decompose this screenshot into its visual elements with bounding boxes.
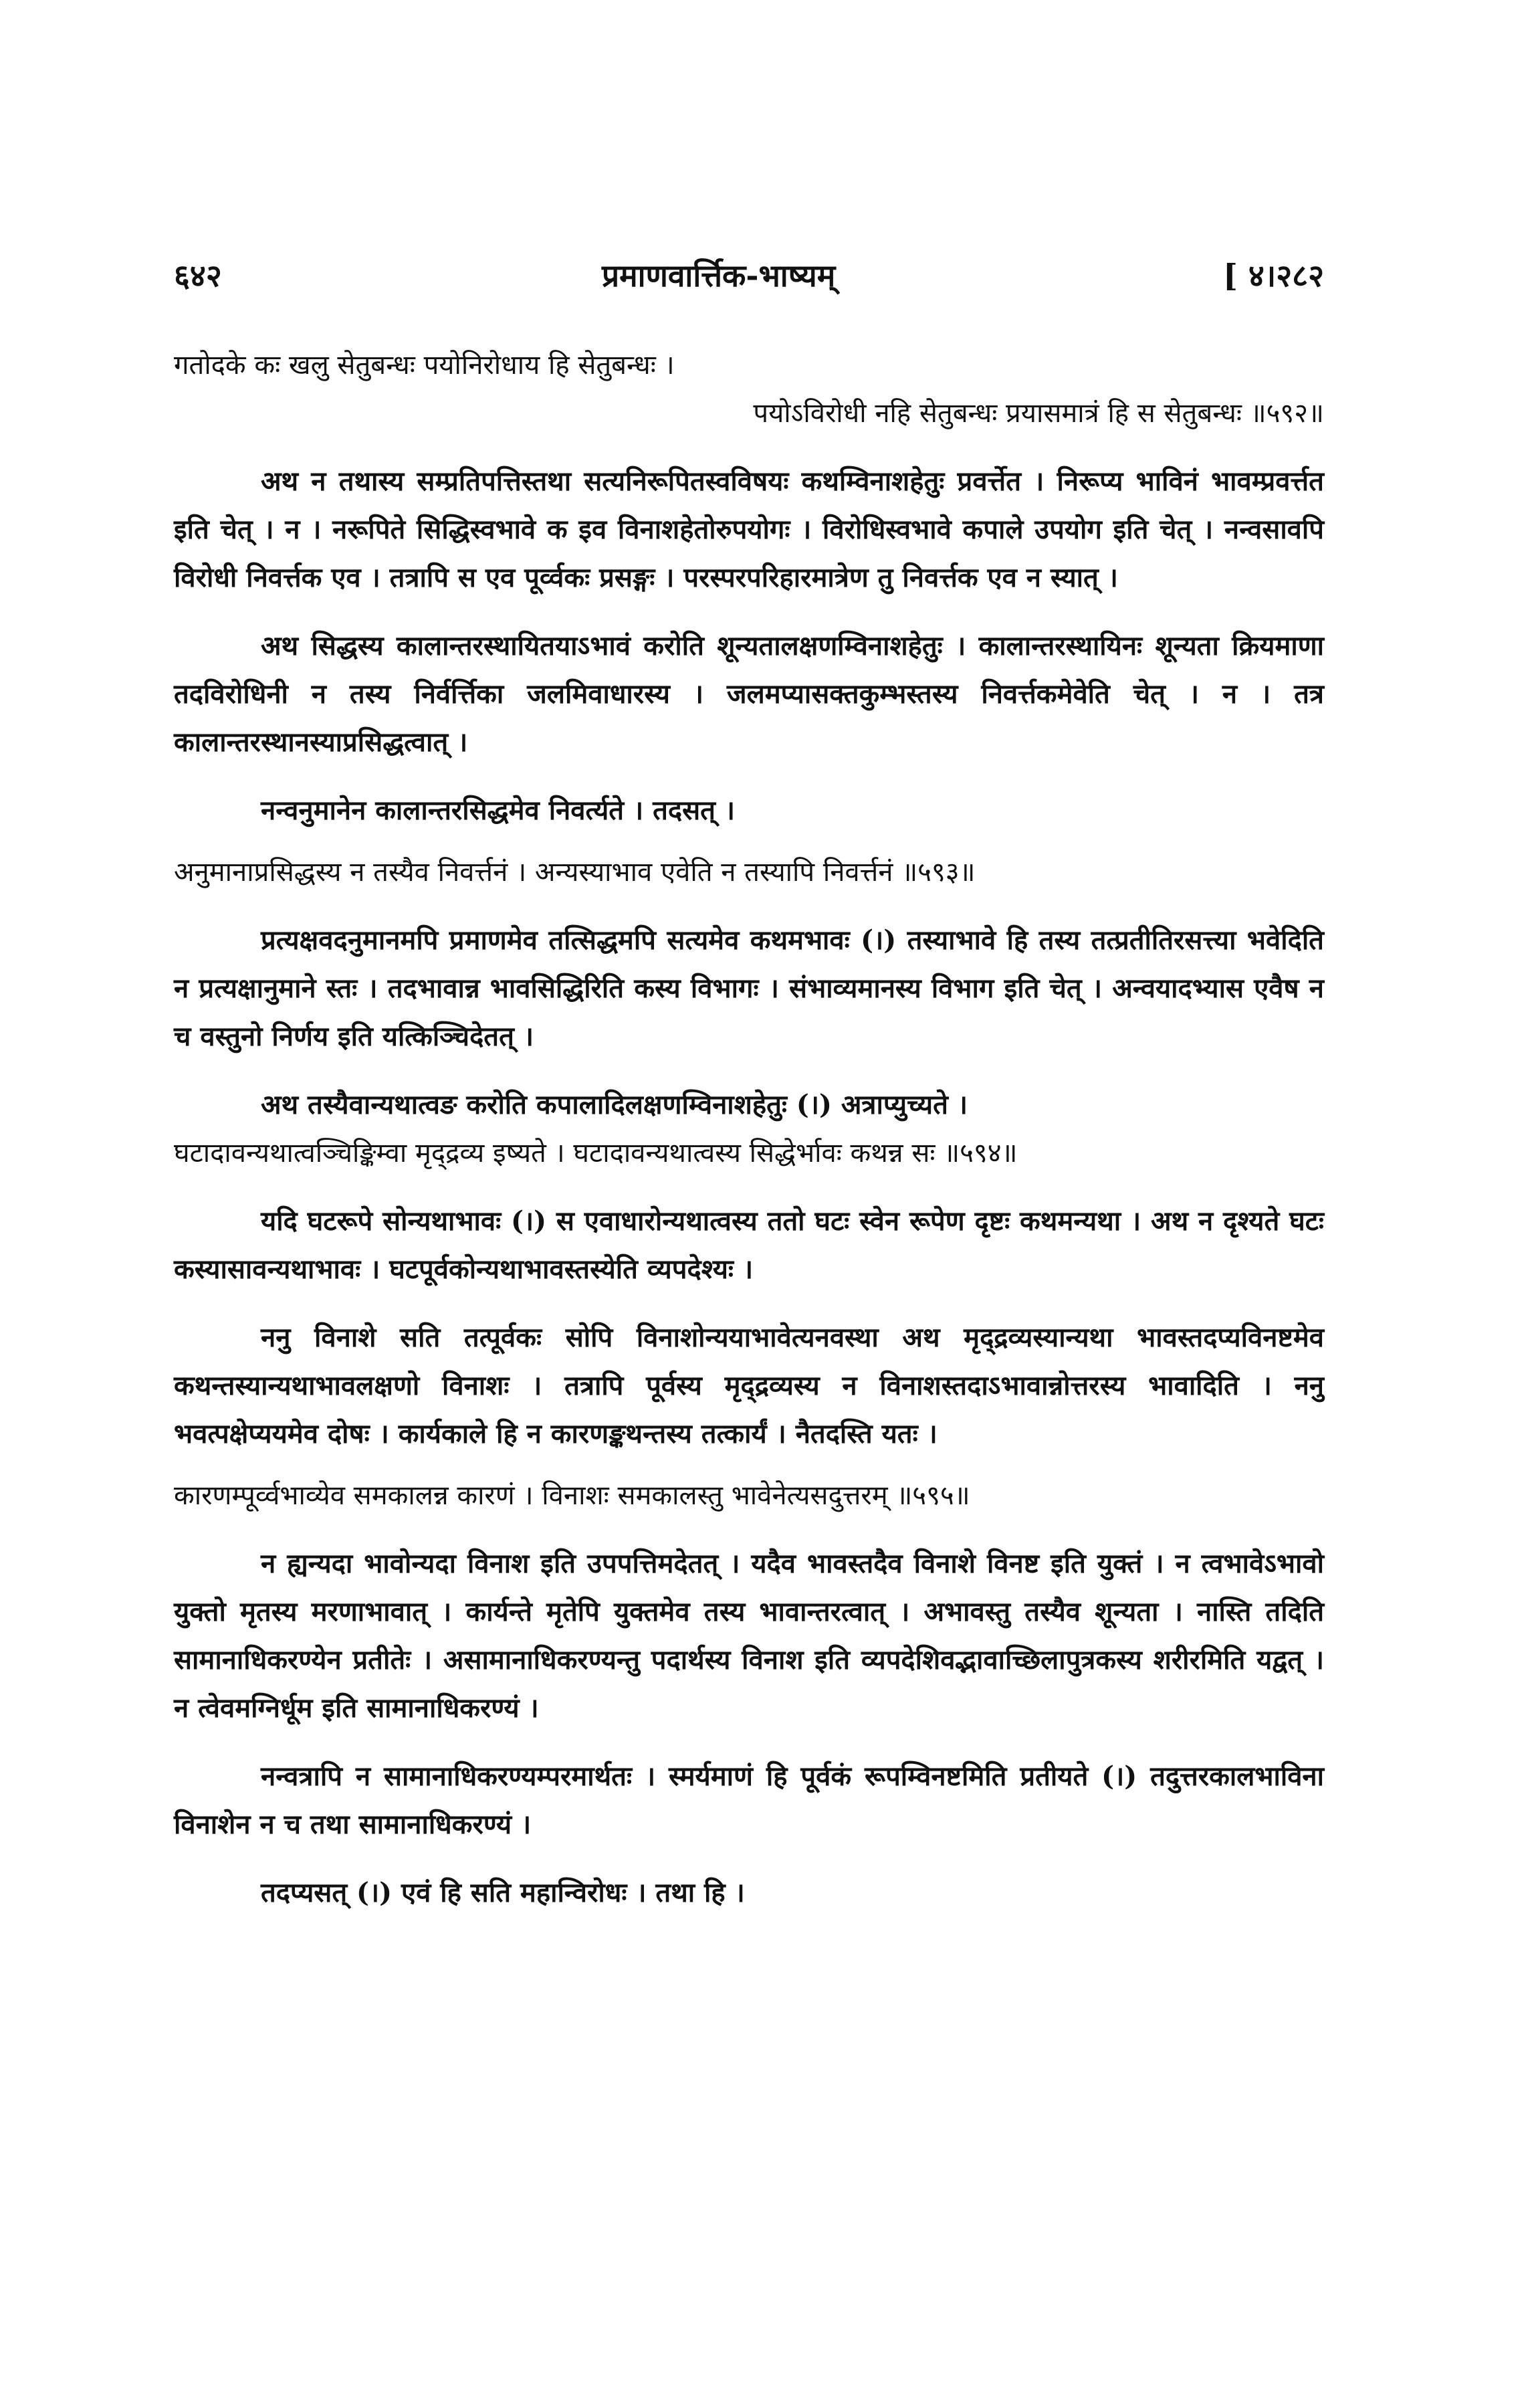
- verse-593: अनुमानाप्रसिद्धस्य न तस्यैव निवर्त्तनं । अन्यस्याभाव एवेति न तस्यापि निवर्त्तनं ॥५९३॥: [174, 857, 976, 888]
- page-number: ६४२: [174, 258, 222, 294]
- verse-line-2: पयोऽविरोधी नहि सेतुबन्धः प्रयासमात्रं हि स सेतुबन्धः ॥५९२॥: [753, 398, 1324, 429]
- paragraph-1: अथ न तथास्य सम्प्रतिपत्तिस्तथा सत्यनिरूपितस्वविषयः कथम्विनाशहेतुः प्रवर्त्तेत । निरूप्य भाविनं भावम्प्रवर्त्तत इति चेत् । न । नरूपिते सिद्धिस्वभावे क इव विनाशहेतोरुपयोगः । विरोधिस्वभावे कपाले उपयोग इति चेत् । नन्वसावपि विरोधी निवर्त्तक एव । तत्रापि स एव पूर्व्वकः प्रसङ्गः । परस्परपरिहारमात्रेण तु निवर्त्तक एव न स्यात् ।: [174, 466, 1324, 593]
- paragraph-9: नन्वत्रापि न सामानाधिकरण्यम्परमार्थतः । स्मर्यमाणं हि पूर्वकं रूपम्विनष्टमिति प्रतीयते (।) तदुत्तरकालभाविना विनाशेन न च तथा सामानाधिकरण्यं ।: [174, 1761, 1324, 1840]
- paragraph-6: यदि घटरूपे सोन्यथाभावः (।) स एवाधारोन्यथात्वस्य ततो घटः स्वेन रूपेण दृष्टः कथमन्यथा । अथ न दृश्यते घटः कस्यासावन्यथाभावः । घटपूर्वकोन्यथाभावस्तस्येति व्यपदेश्यः ।: [174, 1205, 1324, 1285]
- paragraph-3: नन्वनुमानेन कालान्तरसिद्धमेव निवर्त्यते । तदसत् ।: [261, 795, 736, 826]
- paragraph-2: अथ सिद्धस्य कालान्तरस्थायितयाऽभावं करोति शून्यतालक्षणम्विनाशहेतुः । कालान्तरस्थायिनः शून्यता क्रियमाणा तदविरोधिनी न तस्य निर्वर्त्तिका जलमिवाधारस्य । जलमप्यासक्तकुम्भस्तस्य निवर्त्तकमेवेति चेत् । न । तत्र कालान्तरस्थानस्याप्रसिद्धत्वात् ।: [174, 630, 1324, 758]
- section-reference: [ ४।२८२: [1223, 258, 1324, 294]
- paragraph-4: प्रत्यक्षवदनुमानमपि प्रमाणमेव तत्सिद्धमपि सत्यमेव कथमभावः (।) तस्याभावे हि तस्य तत्प्रतीतिरसत्त्या भवेदिति न प्रत्यक्षानुमाने स्तः । तदभावान्न भावसिद्धिरिति कस्य विभागः । संभाव्यमानस्य विभाग इति चेत् । अन्वयादभ्यास एवैष न च वस्तुनो निर्णय इति यत्किञ्चिदेतत् ।: [174, 924, 1324, 1052]
- paragraph-7: ननु विनाशे सति तत्पूर्वकः सोपि विनाशोन्ययाभावेत्यनवस्था अथ मृद्द्रव्यस्यान्यथा भावस्तदप्यविनष्टमेव कथन्तस्यान्यथाभावलक्षणो विनाशः । तत्रापि पूर्वस्य मृद्द्रव्यस्य न विनाशस्तदाऽभावान्नोत्तरस्य भावादिति । ननु भवत्पक्षेप्ययमेव दोषः । कार्यकाले हि न कारणङ्कथन्तस्य तत्कार्यं । नैतदस्ति यतः ।: [174, 1322, 1324, 1449]
- verse-594: घटादावन्यथात्वञ्चिङ्किम्वा मृद्द्रव्य इष्यते । घटादावन्यथात्वस्य सिद्धेर्भावः कथन्न सः ॥५९४॥: [174, 1138, 1018, 1169]
- paragraph-8: न ह्यन्यदा भावोन्यदा विनाश इति उपपत्तिमदेतत् । यदैव भावस्तदैव विनाशे विनष्ट इति युक्तं । न त्वभावेऽभावो युक्तो मृतस्य मरणाभावात् । कार्यन्ते मृतेपि युक्तमेव तस्य भावान्तरत्वात् । अभावस्तु तस्यैव शून्यता । नास्ति तदिति सामानाधिकरण्येन प्रतीतेः । असामानाधिकरण्यन्तु पदार्थस्य विनाश इति व्यपदेशिवद्भावाच्छिलापुत्रकस्य शरीरमिति यद्वत् । न त्वेवमग्निर्धूम इति सामानाधिकरण्यं ।: [174, 1548, 1324, 1724]
- verse-595: कारणम्पूर्व्वभाव्येव समकालन्न कारणं । विनाशः समकालस्तु भावेनेत्यसदुत्तरम् ॥५९५॥: [174, 1480, 970, 1511]
- paragraph-5: अथ तस्यैवान्यथात्वङ करोति कपालादिलक्षणम्विनाशहेतुः (।) अत्राप्युच्यते ।: [261, 1089, 968, 1120]
- paragraph-10: तदप्यसत् (।) एवं हि सति महान्विरोधः । तथा हि ।: [261, 1877, 745, 1908]
- running-title: प्रमाणवार्त्तिक-भाष्यम्: [602, 258, 836, 294]
- page-header: [174, 254, 1324, 308]
- page-body: [174, 341, 1324, 1917]
- verse-line-1: गतोदके कः खलु सेतुबन्धः पयोनिरोधाय हि सेतुबन्धः ।: [174, 350, 675, 381]
